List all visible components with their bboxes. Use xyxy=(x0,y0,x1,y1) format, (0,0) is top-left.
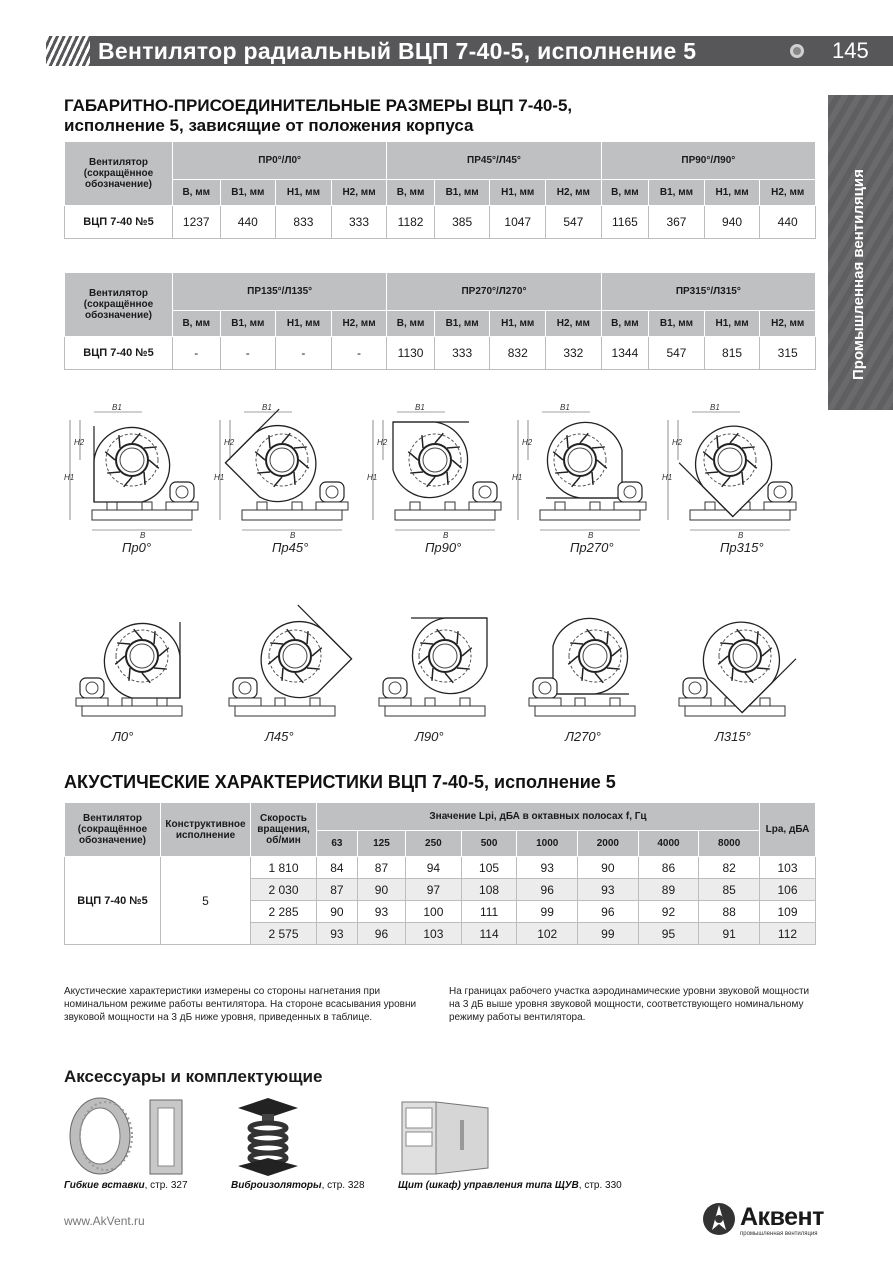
dimension-label: B xyxy=(290,531,296,540)
page-number: 145 xyxy=(832,38,869,63)
group-header: ПР0°/Л0° xyxy=(173,142,387,180)
band-header: 125 xyxy=(357,831,405,857)
dimension-label: H1 xyxy=(64,473,75,482)
dimension-value: - xyxy=(331,337,387,370)
drawing-caption: Пр45° xyxy=(272,540,309,555)
dimension-label: H1 xyxy=(214,473,225,482)
band-value: 96 xyxy=(357,923,405,945)
band-header: 4000 xyxy=(638,831,699,857)
dimension-label: H2 xyxy=(74,438,85,447)
band-value: 103 xyxy=(406,923,462,945)
logo-tagline: промышленная вентиляция xyxy=(740,1231,818,1237)
sub-header: H1, мм xyxy=(704,180,760,206)
drawing-caption: Пр270° xyxy=(570,540,614,555)
fan-name: ВЦП 7-40 №5 xyxy=(65,857,161,945)
drawing-caption: Пр90° xyxy=(425,540,462,555)
dimension-value: 547 xyxy=(546,206,602,239)
section-side-tab-label: Промышленная вентиляция xyxy=(850,169,867,380)
sub-header: H1, мм xyxy=(490,311,546,337)
sub-header: H2, мм xyxy=(760,311,816,337)
lpa-value: 109 xyxy=(760,901,816,923)
fan-drawing xyxy=(365,400,515,540)
dimension-value: 333 xyxy=(331,206,387,239)
band-header: 500 xyxy=(461,831,517,857)
band-value: 90 xyxy=(578,857,639,879)
speed-header: Скорость вращения, об/мин xyxy=(251,803,317,857)
fan-header: Вентилятор (сокращённое обозначение) xyxy=(65,803,161,857)
sub-header: H2, мм xyxy=(760,180,816,206)
dimension-value: 440 xyxy=(220,206,276,239)
dimensions-table-2 xyxy=(64,272,816,370)
flexible-inserts-image xyxy=(62,1094,192,1179)
dimension-label: B xyxy=(738,531,744,540)
sub-header: B, мм xyxy=(601,311,649,337)
control-cabinet-image xyxy=(398,1098,494,1178)
dimension-value: 833 xyxy=(276,206,332,239)
acoustic-table xyxy=(64,802,816,945)
dimension-label: H1 xyxy=(512,473,523,482)
band-value: 90 xyxy=(357,879,405,901)
table-row xyxy=(65,857,816,879)
dimensions-title-line1: ГАБАРИТНО-ПРИСОЕДИНИТЕЛЬНЫЕ РАЗМЕРЫ ВЦП 7-40-5, xyxy=(64,96,573,115)
band-value: 93 xyxy=(517,857,578,879)
dimension-label: B1 xyxy=(112,403,122,412)
fan-drawing xyxy=(212,400,362,540)
sub-header: H1, мм xyxy=(276,180,332,206)
band-value: 91 xyxy=(699,923,760,945)
header-hatch-decoration xyxy=(46,36,90,66)
logo-name: Аквент xyxy=(740,1203,824,1231)
band-value: 93 xyxy=(317,923,358,945)
sub-header: H1, мм xyxy=(490,180,546,206)
logo-icon xyxy=(700,1200,738,1238)
accessory-caption-inserts: Гибкие вставки, стр. 327 xyxy=(64,1180,188,1191)
lpa-value: 112 xyxy=(760,923,816,945)
dimension-label: H1 xyxy=(662,473,673,482)
dimension-value: 367 xyxy=(649,206,705,239)
band-value: 89 xyxy=(638,879,699,901)
band-header: 63 xyxy=(317,831,358,857)
accessory-caption-cabinet: Щит (шкаф) управления типа ЩУВ, стр. 330 xyxy=(398,1180,622,1191)
band-value: 96 xyxy=(578,901,639,923)
drawing-caption: Л45° xyxy=(265,729,294,744)
design-value: 5 xyxy=(161,857,251,945)
dimension-value: - xyxy=(276,337,332,370)
sub-header: B1, мм xyxy=(649,180,705,206)
dimension-label: B xyxy=(140,531,146,540)
sub-header: H1, мм xyxy=(704,311,760,337)
sub-header: H2, мм xyxy=(546,180,602,206)
dimension-value: 1344 xyxy=(601,337,649,370)
sub-header: B, мм xyxy=(387,180,435,206)
fan-drawing xyxy=(510,400,660,540)
band-value: 87 xyxy=(357,857,405,879)
band-value: 111 xyxy=(461,901,517,923)
band-header: 250 xyxy=(406,831,462,857)
fan-drawing xyxy=(665,596,815,736)
sub-header: B, мм xyxy=(173,180,221,206)
band-value: 82 xyxy=(699,857,760,879)
band-value: 102 xyxy=(517,923,578,945)
sub-header: B1, мм xyxy=(434,311,490,337)
group-header: ПР90°/Л90° xyxy=(601,142,815,180)
dimension-label: H2 xyxy=(522,438,533,447)
band-value: 93 xyxy=(357,901,405,923)
accessories-title: Аксессуары и комплектующие xyxy=(64,1067,323,1086)
accessory-caption-isolators: Виброизоляторы, стр. 328 xyxy=(231,1180,365,1191)
speed-value: 2 030 xyxy=(251,879,317,901)
lpa-header: Lpa, дБА xyxy=(760,803,816,857)
band-value: 94 xyxy=(406,857,462,879)
dimension-label: B xyxy=(443,531,449,540)
sub-header: B1, мм xyxy=(649,311,705,337)
band-value: 100 xyxy=(406,901,462,923)
dimension-value: 940 xyxy=(704,206,760,239)
speed-value: 2 285 xyxy=(251,901,317,923)
dimension-label: H2 xyxy=(377,438,388,447)
band-value: 99 xyxy=(517,901,578,923)
page-title: Вентилятор радиальный ВЦП 7-40-5, исполнение 5 xyxy=(98,38,697,64)
sub-header: B1, мм xyxy=(434,180,490,206)
dimension-value: - xyxy=(173,337,221,370)
band-value: 99 xyxy=(578,923,639,945)
band-value: 108 xyxy=(461,879,517,901)
group-header: ПР315°/Л315° xyxy=(601,273,815,311)
sub-header: B, мм xyxy=(387,311,435,337)
band-header: 8000 xyxy=(699,831,760,857)
fan-drawing xyxy=(365,596,515,736)
bands-header: Значение Lpi, дБА в октавных полосах f, Гц xyxy=(317,803,760,831)
dimension-label: B1 xyxy=(415,403,425,412)
band-value: 95 xyxy=(638,923,699,945)
speed-value: 2 575 xyxy=(251,923,317,945)
dimension-label: B1 xyxy=(262,403,272,412)
design-header: Конструктивное исполнение xyxy=(161,803,251,857)
sub-header: B, мм xyxy=(173,311,221,337)
band-value: 114 xyxy=(461,923,517,945)
fan-header: Вентилятор (сокращённое обозначение) xyxy=(65,142,173,206)
fan-header: Вентилятор (сокращённое обозначение) xyxy=(65,273,173,337)
fan-drawing xyxy=(215,596,365,736)
group-header: ПР135°/Л135° xyxy=(173,273,387,311)
band-value: 90 xyxy=(317,901,358,923)
dimension-value: 1130 xyxy=(387,337,435,370)
dimension-value: 440 xyxy=(760,206,816,239)
dimension-value: 1182 xyxy=(387,206,435,239)
gear-icon xyxy=(790,44,804,58)
band-value: 84 xyxy=(317,857,358,879)
dimension-value: - xyxy=(220,337,276,370)
fan-drawing xyxy=(660,400,810,540)
dimension-value: 547 xyxy=(649,337,705,370)
note-left: Акустические характеристики измерены со стороны нагнетания при номинальном режиме работы вентилятора. На стороне всасывания уровни звуковой мощности на 3 дБ ниже уровня, приведенных в таблице. xyxy=(64,986,417,1023)
band-value: 86 xyxy=(638,857,699,879)
drawing-caption: Л0° xyxy=(112,729,134,744)
dimension-value: 815 xyxy=(704,337,760,370)
dimension-value: 1237 xyxy=(173,206,221,239)
sub-header: B, мм xyxy=(601,180,649,206)
band-value: 92 xyxy=(638,901,699,923)
sub-header: B1, мм xyxy=(220,180,276,206)
band-value: 88 xyxy=(699,901,760,923)
speed-value: 1 810 xyxy=(251,857,317,879)
dimension-value: 332 xyxy=(546,337,602,370)
band-value: 97 xyxy=(406,879,462,901)
drawing-caption: Пр315° xyxy=(720,540,764,555)
group-header: ПР270°/Л270° xyxy=(387,273,601,311)
sub-header: H2, мм xyxy=(331,311,387,337)
dimension-label: B xyxy=(588,531,594,540)
drawing-caption: Л315° xyxy=(715,729,751,744)
acoustic-title: АКУСТИЧЕСКИЕ ХАРАКТЕРИСТИКИ ВЦП 7-40-5, исполнение 5 xyxy=(64,772,616,792)
band-header: 1000 xyxy=(517,831,578,857)
dimensions-table-1 xyxy=(64,141,816,239)
dimension-label: H1 xyxy=(367,473,378,482)
sub-header: H2, мм xyxy=(331,180,387,206)
fan-name: ВЦП 7-40 №5 xyxy=(65,206,173,239)
sub-header: B1, мм xyxy=(220,311,276,337)
dimension-label: B1 xyxy=(710,403,720,412)
fan-drawing xyxy=(62,400,212,540)
dimension-label: H2 xyxy=(672,438,683,447)
dimensions-title-line2: исполнение 5, зависящие от положения корпуса xyxy=(64,116,474,135)
fan-name: ВЦП 7-40 №5 xyxy=(65,337,173,370)
drawing-caption: Пр0° xyxy=(122,540,152,555)
footer-website[interactable]: www.AkVent.ru xyxy=(64,1214,145,1228)
drawing-caption: Л270° xyxy=(565,729,601,744)
band-value: 105 xyxy=(461,857,517,879)
dimension-value: 832 xyxy=(490,337,546,370)
dimension-value: 1165 xyxy=(601,206,649,239)
fan-drawing xyxy=(62,596,212,736)
band-value: 85 xyxy=(699,879,760,901)
sub-header: H1, мм xyxy=(276,311,332,337)
drawing-caption: Л90° xyxy=(415,729,444,744)
note-right: На границах рабочего участка аэродинамические уровни звуковой мощности на 3 дБ выше уровня звуковой мощности, соответствующего номинальному режиму работы вентилятора. xyxy=(449,986,810,1023)
band-value: 93 xyxy=(578,879,639,901)
dimension-value: 1047 xyxy=(490,206,546,239)
band-value: 96 xyxy=(517,879,578,901)
dimension-value: 333 xyxy=(434,337,490,370)
sub-header: H2, мм xyxy=(546,311,602,337)
fan-drawing xyxy=(515,596,665,736)
vibration-isolator-image xyxy=(228,1094,308,1179)
group-header: ПР45°/Л45° xyxy=(387,142,601,180)
dimension-value: 315 xyxy=(760,337,816,370)
dimension-label: H2 xyxy=(224,438,235,447)
lpa-value: 103 xyxy=(760,857,816,879)
band-header: 2000 xyxy=(578,831,639,857)
dimension-value: 385 xyxy=(434,206,490,239)
lpa-value: 106 xyxy=(760,879,816,901)
band-value: 87 xyxy=(317,879,358,901)
dimension-label: B1 xyxy=(560,403,570,412)
